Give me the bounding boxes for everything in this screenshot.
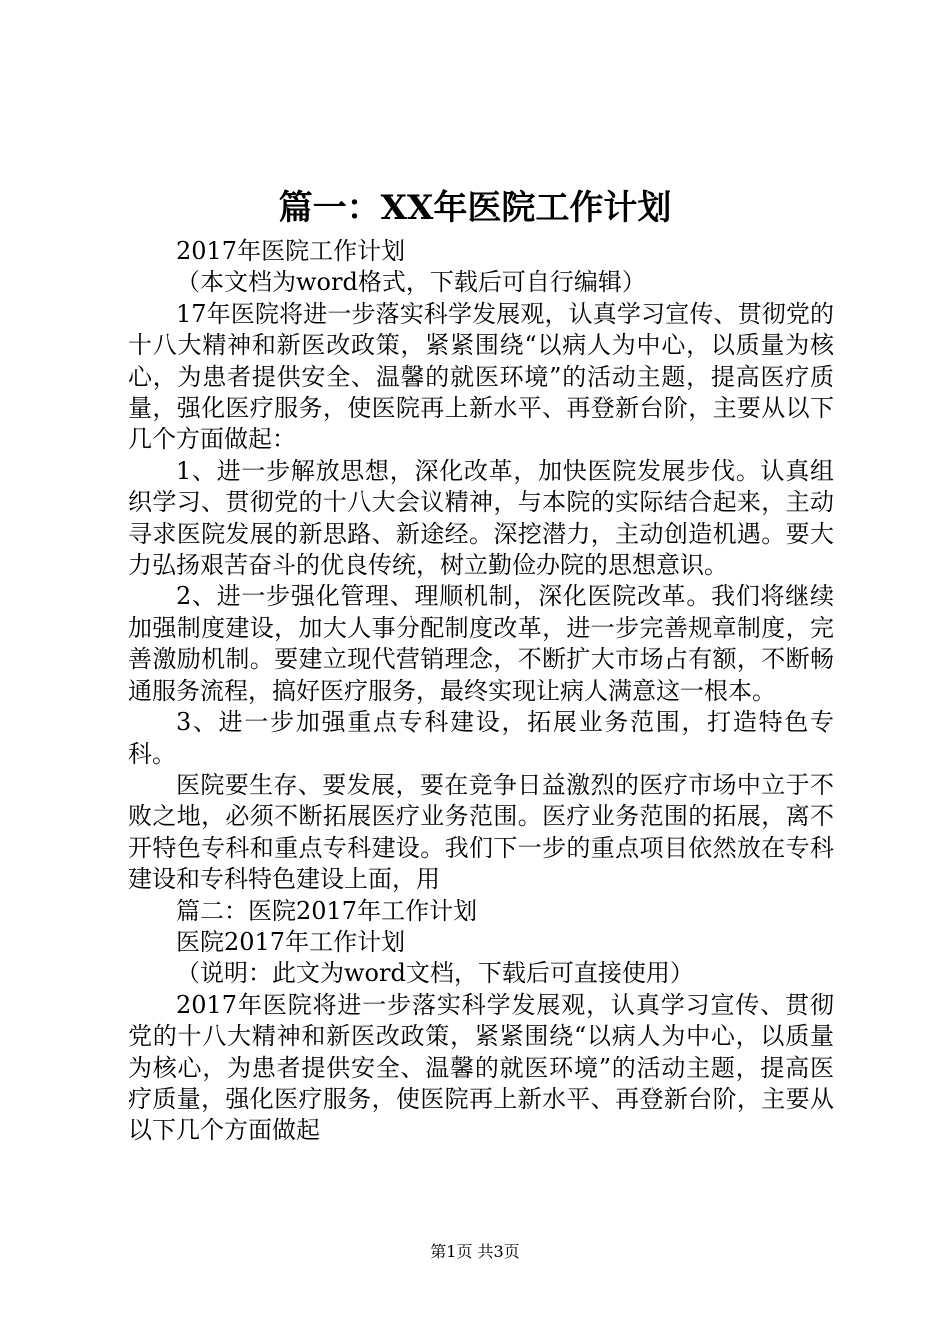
development-paragraph: 医院要生存、要发展，要在竞争日益激烈的医疗市场中立于不败之地，必须不断拓展医疗业务范围。医疗业务范围的拓展，离不开特色专科和重点专科建设。我们下一步的重点项目依然放在专科建设和专科特色建设上面，用	[128, 770, 834, 894]
subtitle-2: 医院2017年工作计划	[176, 927, 406, 956]
point-1-paragraph: 1、进一步解放思想，深化改革，加快医院发展步伐。认真组织学习、贯彻党的十八大会议精神，与本院的实际结合起来，主动寻求医院发展的新思路、新途经。深挖潜力，主动创造机遇。要大力弘扬艰苦奋斗的优良传统，树立勤俭办院的思想意识。	[128, 456, 834, 580]
section-2-heading: 篇二：医院2017年工作计划	[176, 896, 478, 925]
page-number-footer: 第1页 共3页	[430, 1242, 520, 1261]
format-note-2: （说明：此文为word文档，下载后可直接使用）	[176, 959, 694, 988]
format-note-1: （本文档为word格式，下载后可自行编辑）	[176, 268, 646, 297]
intro-paragraph-1: 17年医院将进一步落实科学发展观，认真学习宣传、贯彻党的十八大精神和新医改政策，紧紧围绕“以病人为中心，以质量为核心，为患者提供安全、温馨的就医环境”的活动主题，提高医疗质量，强化医疗服务，使医院再上新水平、再登新台阶，主要从以下几个方面做起：	[128, 299, 834, 454]
document-body	[128, 236, 834, 1147]
document-title: 篇一：XX年医院工作计划	[278, 188, 672, 228]
point-2-paragraph: 2、进一步强化管理、理顺机制，深化医院改革。我们将继续加强制度建设，加大人事分配制度改革，进一步完善规章制度，完善激励机制。要建立现代营销理念，不断扩大市场占有额，不断畅通服务流程，搞好医疗服务，最终实现让病人满意这一根本。	[128, 582, 834, 705]
point-3-paragraph: 3、进一步加强重点专科建设，拓展业务范围，打造特色专科。	[128, 708, 834, 768]
intro-paragraph-2: 2017年医院将进一步落实科学发展观，认真学习宣传、贯彻党的十八大精神和新医改政策，紧紧围绕“以病人为中心，以质量为核心，为患者提供安全、温馨的就医环境”的活动主题，提高医疗质量，强化医疗服务，使医院再上新水平、再登新台阶，主要从以下几个方面做起	[128, 990, 834, 1145]
subtitle-1: 2017年医院工作计划	[176, 237, 406, 265]
